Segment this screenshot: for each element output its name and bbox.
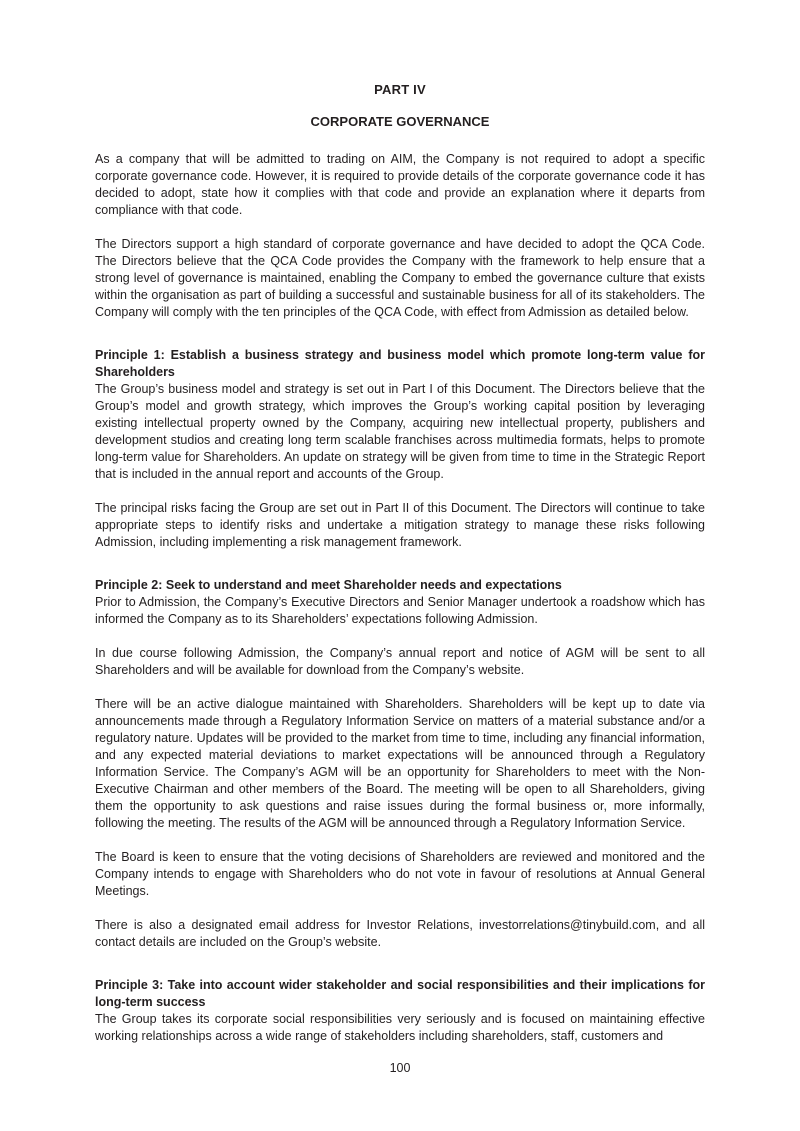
document-page — [95, 81, 705, 1045]
principle-2-paragraph: In due course following Admission, the Company’s annual report and notice of AGM will be sent to all Shareholders and will be available for download from the Company’s website. — [95, 646, 705, 677]
page-number: 100 — [389, 1061, 411, 1075]
principle-1-heading: Principle 1: Establish a business strategy and business model which promote long-term value for Shareholders — [95, 348, 705, 379]
principle-1-paragraph: The Group’s business model and strategy is set out in Part I of this Document. The Directors believe that the Group’s model and growth strategy, which improves the Group’s working capital position by leveraging existing intellectual property owned by the Company, acquiring new intellectual property, publishers and development studios and creating long term scalable franchises across multimedia formats, helps to promote long-term value for Shareholders. An update on strategy will be given from time to time in the Strategic Report that is included in the annual report and accounts of the Group. — [95, 382, 705, 481]
intro-paragraph: The Directors support a high standard of corporate governance and have decided to adopt the QCA Code. The Directors believe that the QCA Code provides the Company with the framework to help ensure that a strong level of governance is maintained, enabling the Company to embed the governance culture that exists within the organisation as part of building a successful and sustainable business for all of its stakeholders. The Company will comply with the ten principles of the QCA Code, with effect from Admission as detailed below. — [95, 237, 705, 319]
principle-2-paragraph: The Board is keen to ensure that the voting decisions of Shareholders are reviewed and monitored and the Company intends to engage with Shareholders who do not vote in favour of resolutions at Annual General Meetings. — [95, 850, 705, 898]
principle-2-paragraph: There will be an active dialogue maintained with Shareholders. Shareholders will be kept up to date via announcements made through a Regulatory Information Service on matters of a material substance and/or a regulatory nature. Updates will be provided to the market from time to time, including any financial information, and any expected material deviations to market expectations will be announced through a Regulatory Information Service. The Company’s AGM will be an opportunity for Shareholders to meet with the Non-Executive Chairman and other members of the Board. The meeting will be open to all Shareholders, giving them the opportunity to ask questions and raise issues during the formal business or, more informally, following the meeting. The results of the AGM will be announced through a Regulatory Information Service. — [95, 697, 705, 830]
principle-3-heading: Principle 3: Take into account wider stakeholder and social responsibilities and their implications for long-term success — [95, 978, 705, 1009]
principle-2-paragraph: There is also a designated email address for Investor Relations, investorrelations@tinybuild.com, and all contact details are included on the Group’s website. — [95, 918, 705, 949]
principle-2-heading: Principle 2: Seek to understand and meet Shareholder needs and expectations — [95, 578, 562, 592]
principle-1-paragraph: The principal risks facing the Group are set out in Part II of this Document. The Directors will continue to take appropriate steps to identify risks and undertake a mitigation strategy to manage these risks following Admission, including implementing a risk management framework. — [95, 501, 705, 549]
principle-3-paragraph: The Group takes its corporate social responsibilities very seriously and is focused on maintaining effective working relationships across a wide range of stakeholders including shareholders, staff, customers and — [95, 1012, 705, 1043]
part-heading: PART IV — [374, 82, 426, 97]
intro-paragraph: As a company that will be admitted to trading on AIM, the Company is not required to adopt a specific corporate governance code. However, it is required to provide details of the corporate governance code it has decided to adopt, state how it complies with that code and provide an explanation where it departs from compliance with that code. — [95, 152, 705, 217]
principle-2-paragraph: Prior to Admission, the Company’s Executive Directors and Senior Manager undertook a roadshow which has informed the Company as to its Shareholders’ expectations following Admission. — [95, 595, 705, 626]
page-title: CORPORATE GOVERNANCE — [310, 114, 490, 129]
